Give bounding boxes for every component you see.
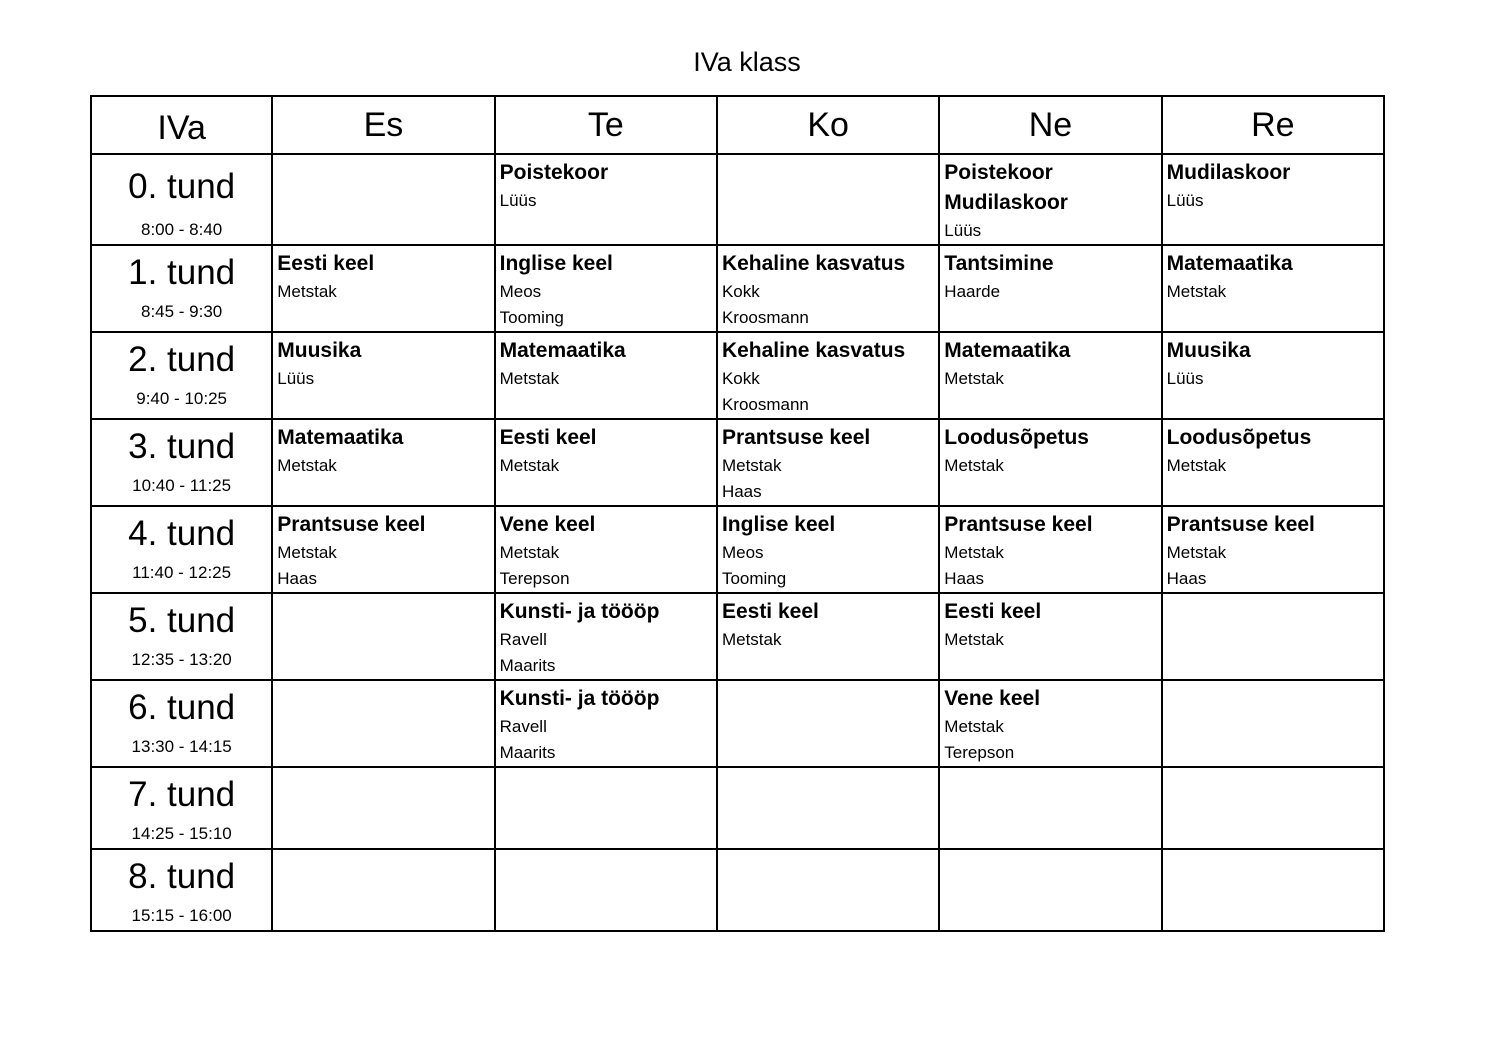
period-row	[91, 767, 1384, 849]
period-cell	[91, 154, 272, 245]
period-row	[91, 849, 1384, 931]
lesson-cell-thursday	[939, 332, 1161, 419]
period-row	[91, 154, 1384, 245]
lesson-cell-wednesday	[717, 506, 939, 593]
lesson-cell-wednesday	[717, 332, 939, 419]
lesson-subject: Poistekoor	[499, 161, 609, 184]
lesson-cell-thursday	[939, 593, 1161, 680]
period-time: 14:25 - 15:10	[131, 824, 232, 843]
lesson-teacher: Lüüs	[1166, 369, 1204, 388]
lesson-subject: Vene keel	[944, 687, 1041, 710]
lesson-cell-monday	[272, 767, 494, 849]
lesson-entry	[944, 249, 1160, 305]
lesson-teacher: Meos	[499, 282, 542, 301]
day-header-friday: Re	[1162, 96, 1384, 154]
period-label: 2. tund	[128, 340, 236, 379]
lesson-subject: Matemaatika	[277, 426, 404, 449]
lesson-entry	[944, 336, 1160, 392]
period-row	[91, 506, 1384, 593]
lesson-cell-friday	[1162, 332, 1384, 419]
period-row	[91, 680, 1384, 767]
period-cell	[91, 245, 272, 332]
lesson-cell-wednesday	[717, 849, 939, 931]
day-header-thursday: Ne	[939, 96, 1161, 154]
lesson-subject: Kunsti- ja töööp	[499, 600, 660, 623]
lesson-entry	[722, 597, 938, 653]
lesson-subject: Vene keel	[499, 513, 596, 536]
lesson-entry	[1167, 510, 1383, 592]
lesson-teacher: Metstak	[1166, 282, 1227, 301]
lesson-entry	[722, 336, 938, 418]
lesson-subject: Matemaatika	[944, 339, 1071, 362]
lesson-cell-tuesday	[495, 593, 717, 680]
lesson-teacher: Metstak	[277, 456, 337, 475]
lesson-subject: Kehaline kasvatus	[721, 252, 906, 275]
period-time: 15:15 - 16:00	[131, 906, 232, 925]
period-cell	[91, 849, 272, 931]
lesson-subject: Eesti keel	[499, 426, 597, 449]
period-time: 8:00 - 8:40	[140, 220, 223, 239]
lesson-cell-friday	[1162, 245, 1384, 332]
lesson-teacher: Haas	[277, 569, 317, 588]
lesson-subject: Muusika	[1166, 339, 1251, 362]
lesson-cell-thursday	[939, 506, 1161, 593]
lesson-cell-wednesday	[717, 680, 939, 767]
lesson-teacher: Lüüs	[499, 191, 537, 210]
lesson-teacher: Kokk	[721, 369, 760, 388]
period-time: 13:30 - 14:15	[131, 737, 232, 756]
lesson-teacher: Lüüs	[277, 369, 315, 388]
lesson-entry	[277, 336, 493, 392]
lesson-cell-friday	[1162, 593, 1384, 680]
timetable-body	[91, 154, 1384, 931]
lesson-cell-monday	[272, 332, 494, 419]
lesson-entry	[1167, 158, 1383, 214]
period-cell	[91, 593, 272, 680]
lesson-cell-thursday	[939, 767, 1161, 849]
lesson-cell-monday	[272, 506, 494, 593]
period-time: 10:40 - 11:25	[132, 476, 232, 495]
lesson-subject: Poistekoor	[944, 161, 1053, 184]
lesson-subject: Inglise keel	[721, 513, 836, 536]
lesson-cell-monday	[272, 680, 494, 767]
lesson-entry	[500, 597, 716, 679]
lesson-cell-friday	[1162, 506, 1384, 593]
lesson-subject: Mudilaskoor	[944, 191, 1068, 214]
day-header-monday: Es	[272, 96, 494, 154]
lesson-teacher: Metstak	[1166, 543, 1227, 562]
lesson-teacher: Metstak	[277, 282, 337, 301]
lesson-subject: Matemaatika	[499, 339, 626, 362]
period-row	[91, 419, 1384, 506]
lesson-entry	[944, 510, 1160, 592]
period-label: 4. tund	[128, 514, 236, 553]
lesson-cell-wednesday	[717, 154, 939, 245]
lesson-cell-tuesday	[495, 245, 717, 332]
lesson-entry	[944, 597, 1160, 653]
lesson-entry	[944, 188, 1160, 244]
lesson-teacher: Metstak	[944, 456, 1004, 475]
lesson-subject: Muusika	[277, 339, 362, 362]
lesson-teacher: Metstak	[721, 456, 782, 475]
timetable-header-row	[91, 96, 1384, 154]
lesson-cell-tuesday	[495, 332, 717, 419]
lesson-cell-friday	[1162, 154, 1384, 245]
lesson-cell-tuesday	[495, 154, 717, 245]
lesson-subject: Eesti keel	[721, 600, 819, 623]
timetable	[90, 95, 1385, 932]
period-cell	[91, 767, 272, 849]
lesson-entry	[722, 249, 938, 331]
period-label: 1. tund	[128, 253, 236, 292]
lesson-teacher: Ravell	[499, 630, 547, 649]
lesson-entry	[1167, 423, 1383, 479]
period-cell	[91, 332, 272, 419]
lesson-subject: Kunsti- ja töööp	[499, 687, 660, 710]
period-row	[91, 332, 1384, 419]
lesson-teacher: Maarits	[499, 743, 556, 762]
lesson-cell-tuesday	[495, 680, 717, 767]
lesson-subject: Prantsuse keel	[277, 513, 426, 536]
lesson-subject: Kehaline kasvatus	[721, 339, 906, 362]
lesson-cell-thursday	[939, 419, 1161, 506]
lesson-entry	[277, 423, 493, 479]
lesson-entry	[944, 684, 1160, 766]
lesson-entry	[500, 510, 716, 592]
lesson-cell-thursday	[939, 154, 1161, 245]
lesson-subject: Tantsimine	[944, 252, 1054, 275]
lesson-cell-wednesday	[717, 767, 939, 849]
period-row	[91, 593, 1384, 680]
lesson-teacher: Meos	[721, 543, 764, 562]
period-label: 6. tund	[128, 688, 236, 727]
period-label: 7. tund	[128, 775, 236, 814]
lesson-subject: Matemaatika	[1166, 252, 1293, 275]
lesson-teacher: Kokk	[721, 282, 760, 301]
lesson-entry	[722, 510, 938, 592]
lesson-entry	[1167, 336, 1383, 392]
lesson-teacher: Kroosmann	[721, 308, 809, 327]
lesson-teacher: Metstak	[499, 543, 560, 562]
lesson-cell-wednesday	[717, 419, 939, 506]
lesson-cell-monday	[272, 849, 494, 931]
lesson-teacher: Haas	[1166, 569, 1207, 588]
lesson-subject: Eesti keel	[277, 252, 375, 275]
period-cell	[91, 506, 272, 593]
lesson-teacher: Metstak	[499, 369, 560, 388]
lesson-cell-friday	[1162, 849, 1384, 931]
period-time: 12:35 - 13:20	[131, 650, 232, 669]
lesson-entry	[500, 423, 716, 479]
lesson-teacher: Metstak	[721, 630, 782, 649]
period-label: 8. tund	[128, 857, 236, 896]
lesson-teacher: Haas	[721, 482, 762, 501]
lesson-cell-thursday	[939, 680, 1161, 767]
lesson-subject: Prantsuse keel	[944, 513, 1093, 536]
lesson-cell-wednesday	[717, 593, 939, 680]
lesson-subject: Loodusõpetus	[944, 426, 1089, 449]
lesson-cell-tuesday	[495, 767, 717, 849]
lesson-cell-monday	[272, 154, 494, 245]
lesson-teacher: Haarde	[944, 282, 1001, 301]
period-time: 11:40 - 12:25	[132, 563, 232, 582]
period-cell	[91, 419, 272, 506]
lesson-cell-wednesday	[717, 245, 939, 332]
lesson-cell-tuesday	[495, 506, 717, 593]
lesson-cell-monday	[272, 245, 494, 332]
period-cell	[91, 680, 272, 767]
lesson-teacher: Metstak	[277, 543, 337, 562]
lesson-entry	[500, 249, 716, 331]
lesson-subject: Prantsuse keel	[721, 426, 871, 449]
lesson-subject: Prantsuse keel	[1166, 513, 1315, 536]
lesson-cell-monday	[272, 419, 494, 506]
lesson-cell-friday	[1162, 680, 1384, 767]
period-label: 5. tund	[128, 601, 236, 640]
lesson-teacher: Metstak	[944, 369, 1004, 388]
lesson-cell-thursday	[939, 245, 1161, 332]
period-label: 3. tund	[128, 427, 236, 466]
lesson-cell-monday	[272, 593, 494, 680]
lesson-teacher: Metstak	[944, 543, 1004, 562]
lesson-teacher: Metstak	[499, 456, 560, 475]
lesson-teacher: Tooming	[721, 569, 787, 588]
day-header-tuesday: Te	[495, 96, 717, 154]
lesson-teacher: Tooming	[499, 308, 564, 327]
period-time: 8:45 - 9:30	[140, 302, 223, 321]
lesson-teacher: Metstak	[944, 717, 1004, 736]
day-header-wednesday: Ko	[717, 96, 939, 154]
lesson-teacher: Maarits	[499, 656, 556, 675]
lesson-cell-tuesday	[495, 849, 717, 931]
lesson-cell-tuesday	[495, 419, 717, 506]
lesson-entry	[944, 158, 1160, 188]
lesson-subject: Loodusõpetus	[1166, 426, 1312, 449]
lesson-entry	[1167, 249, 1383, 305]
lesson-subject: Eesti keel	[944, 600, 1042, 623]
page-title: IVa klass	[693, 47, 801, 77]
lesson-entry	[500, 158, 716, 214]
class-name-header: IVa	[91, 96, 272, 154]
period-row	[91, 245, 1384, 332]
lesson-teacher: Lüüs	[1166, 191, 1204, 210]
lesson-teacher: Terepson	[499, 569, 570, 588]
lesson-entry	[500, 336, 716, 392]
lesson-subject: Inglise keel	[499, 252, 613, 275]
lesson-entry	[944, 423, 1160, 479]
lesson-teacher: Kroosmann	[721, 395, 809, 414]
lesson-teacher: Terepson	[944, 743, 1015, 762]
lesson-cell-thursday	[939, 849, 1161, 931]
lesson-teacher: Metstak	[1166, 456, 1227, 475]
lesson-teacher: Haas	[944, 569, 984, 588]
lesson-entry	[722, 423, 938, 505]
lesson-teacher: Lüüs	[944, 221, 982, 240]
lesson-entry	[277, 249, 493, 305]
period-time: 9:40 - 10:25	[136, 389, 227, 408]
lesson-cell-friday	[1162, 767, 1384, 849]
lesson-subject: Mudilaskoor	[1166, 161, 1291, 184]
lesson-teacher: Ravell	[499, 717, 547, 736]
lesson-cell-friday	[1162, 419, 1384, 506]
lesson-entry	[277, 510, 493, 592]
lesson-entry	[500, 684, 716, 766]
period-label: 0. tund	[128, 167, 236, 206]
lesson-teacher: Metstak	[944, 630, 1004, 649]
